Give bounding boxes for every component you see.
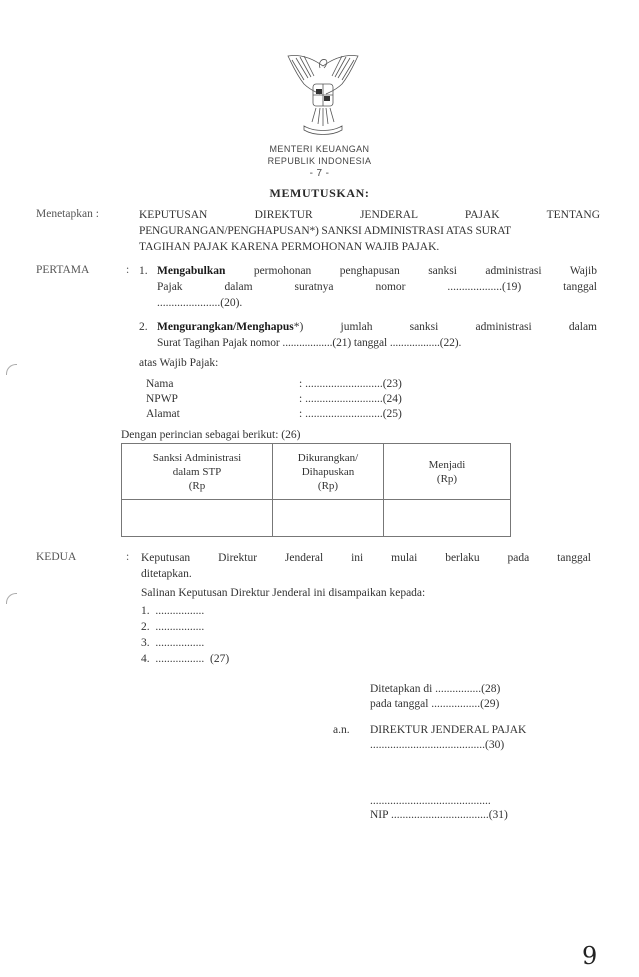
kedua-line2: ditetapkan. (141, 568, 192, 580)
table-header-sanksi: Sanksi Administrasi dalam STP (Rp (122, 444, 273, 500)
pertama-label: PERTAMA (36, 264, 90, 276)
item1-bold: Mengabulkan (157, 265, 226, 277)
field-npwp-label: NPWP (146, 393, 178, 405)
table-cell-menjadi (384, 500, 511, 537)
signatory-name-line: .......................................... (370, 795, 491, 807)
kedua-line1: Keputusan Direktur Jenderal ini mulai berlaku pada tanggal (141, 552, 591, 564)
direktur-dots: ........................................(30) (370, 739, 505, 751)
page-number: - 7 - (309, 168, 330, 179)
handwritten-page-number: 9 (582, 942, 598, 970)
list-item: 1. ................. (141, 605, 205, 617)
ministry-name: MENTERI KEUANGAN (269, 144, 370, 154)
republic-name: REPUBLIK INDONESIA (267, 156, 372, 166)
direktur-title: DIREKTUR JENDERAL PAJAK (370, 724, 527, 736)
field-alamat-value: : ...........................(25) (299, 408, 402, 420)
item1-line3: ......................(20). (157, 297, 243, 309)
kedua-label: KEDUA (36, 551, 77, 563)
field-nama-value: : ...........................(23) (299, 378, 402, 390)
decision-title: MEMUTUSKAN: (269, 186, 370, 200)
menetapkan-line1: KEPUTUSAN DIREKTUR JENDERAL PAJAK TENTANG (139, 209, 600, 221)
table-header-menjadi: Menjadi (Rp) (384, 444, 511, 500)
table-cell-sanksi (122, 500, 273, 537)
table-cell-dikurangkan (273, 500, 384, 537)
item2-bold: Mengurangkan/Menghapus (157, 321, 294, 333)
rincian-label: Dengan perincian sebagai berikut: (26) (121, 429, 301, 441)
item2-text (157, 320, 597, 335)
sanction-detail-table (121, 443, 511, 537)
table-header-dikurangkan: Dikurangkan/ Dihapuskan (Rp) (273, 444, 384, 500)
menetapkan-line3: TAGIHAN PAJAK KARENA PERMOHONAN WAJIB PAJAK. (139, 241, 440, 253)
scan-mark (6, 593, 17, 604)
scan-mark (6, 364, 17, 375)
menetapkan-label: Menetapkan : (36, 208, 99, 220)
an-label: a.n. (333, 724, 350, 736)
field-alamat-label: Alamat (146, 408, 180, 420)
menetapkan-line2: PENGURANGAN/PENGHAPUSAN*) SANKSI ADMINISTRASI ATAS SURAT (139, 225, 511, 237)
item1-line2: Pajak dalam suratnya nomor ...................(19) tanggal (157, 281, 597, 293)
field-npwp-value: : ...........................(24) (299, 393, 402, 405)
kedua-colon: : (126, 551, 130, 563)
list-item: 4. ................. (27) (141, 653, 230, 665)
item1-rest: permohonan penghapusan sanksi administrasi Wajib (253, 265, 597, 277)
garuda-emblem-icon (282, 48, 364, 140)
pada-tanggal: pada tanggal .................(29) (370, 698, 500, 710)
item2-line2: Surat Tagihan Pajak nomor ..................(21) tanggal ..................(22). (157, 337, 462, 349)
item2-number: 2. (139, 321, 148, 333)
field-nama-label: Nama (146, 378, 174, 390)
list-item: 3. ................. (141, 637, 205, 649)
item1-number: 1. (139, 265, 148, 277)
nip-line: NIP ..................................(31) (370, 809, 508, 821)
kedua-line3: Salinan Keputusan Direktur Jenderal ini disampaikan kepada: (141, 587, 426, 599)
ditetapkan-di: Ditetapkan di ................(28) (370, 683, 501, 695)
wajib-pajak-label: atas Wajib Pajak: (139, 357, 219, 369)
pertama-colon: : (126, 264, 130, 276)
item2-rest: *) jumlah sanksi administrasi dalam (293, 321, 597, 333)
item1-text (157, 264, 597, 279)
list-item: 2. ................. (141, 621, 205, 633)
